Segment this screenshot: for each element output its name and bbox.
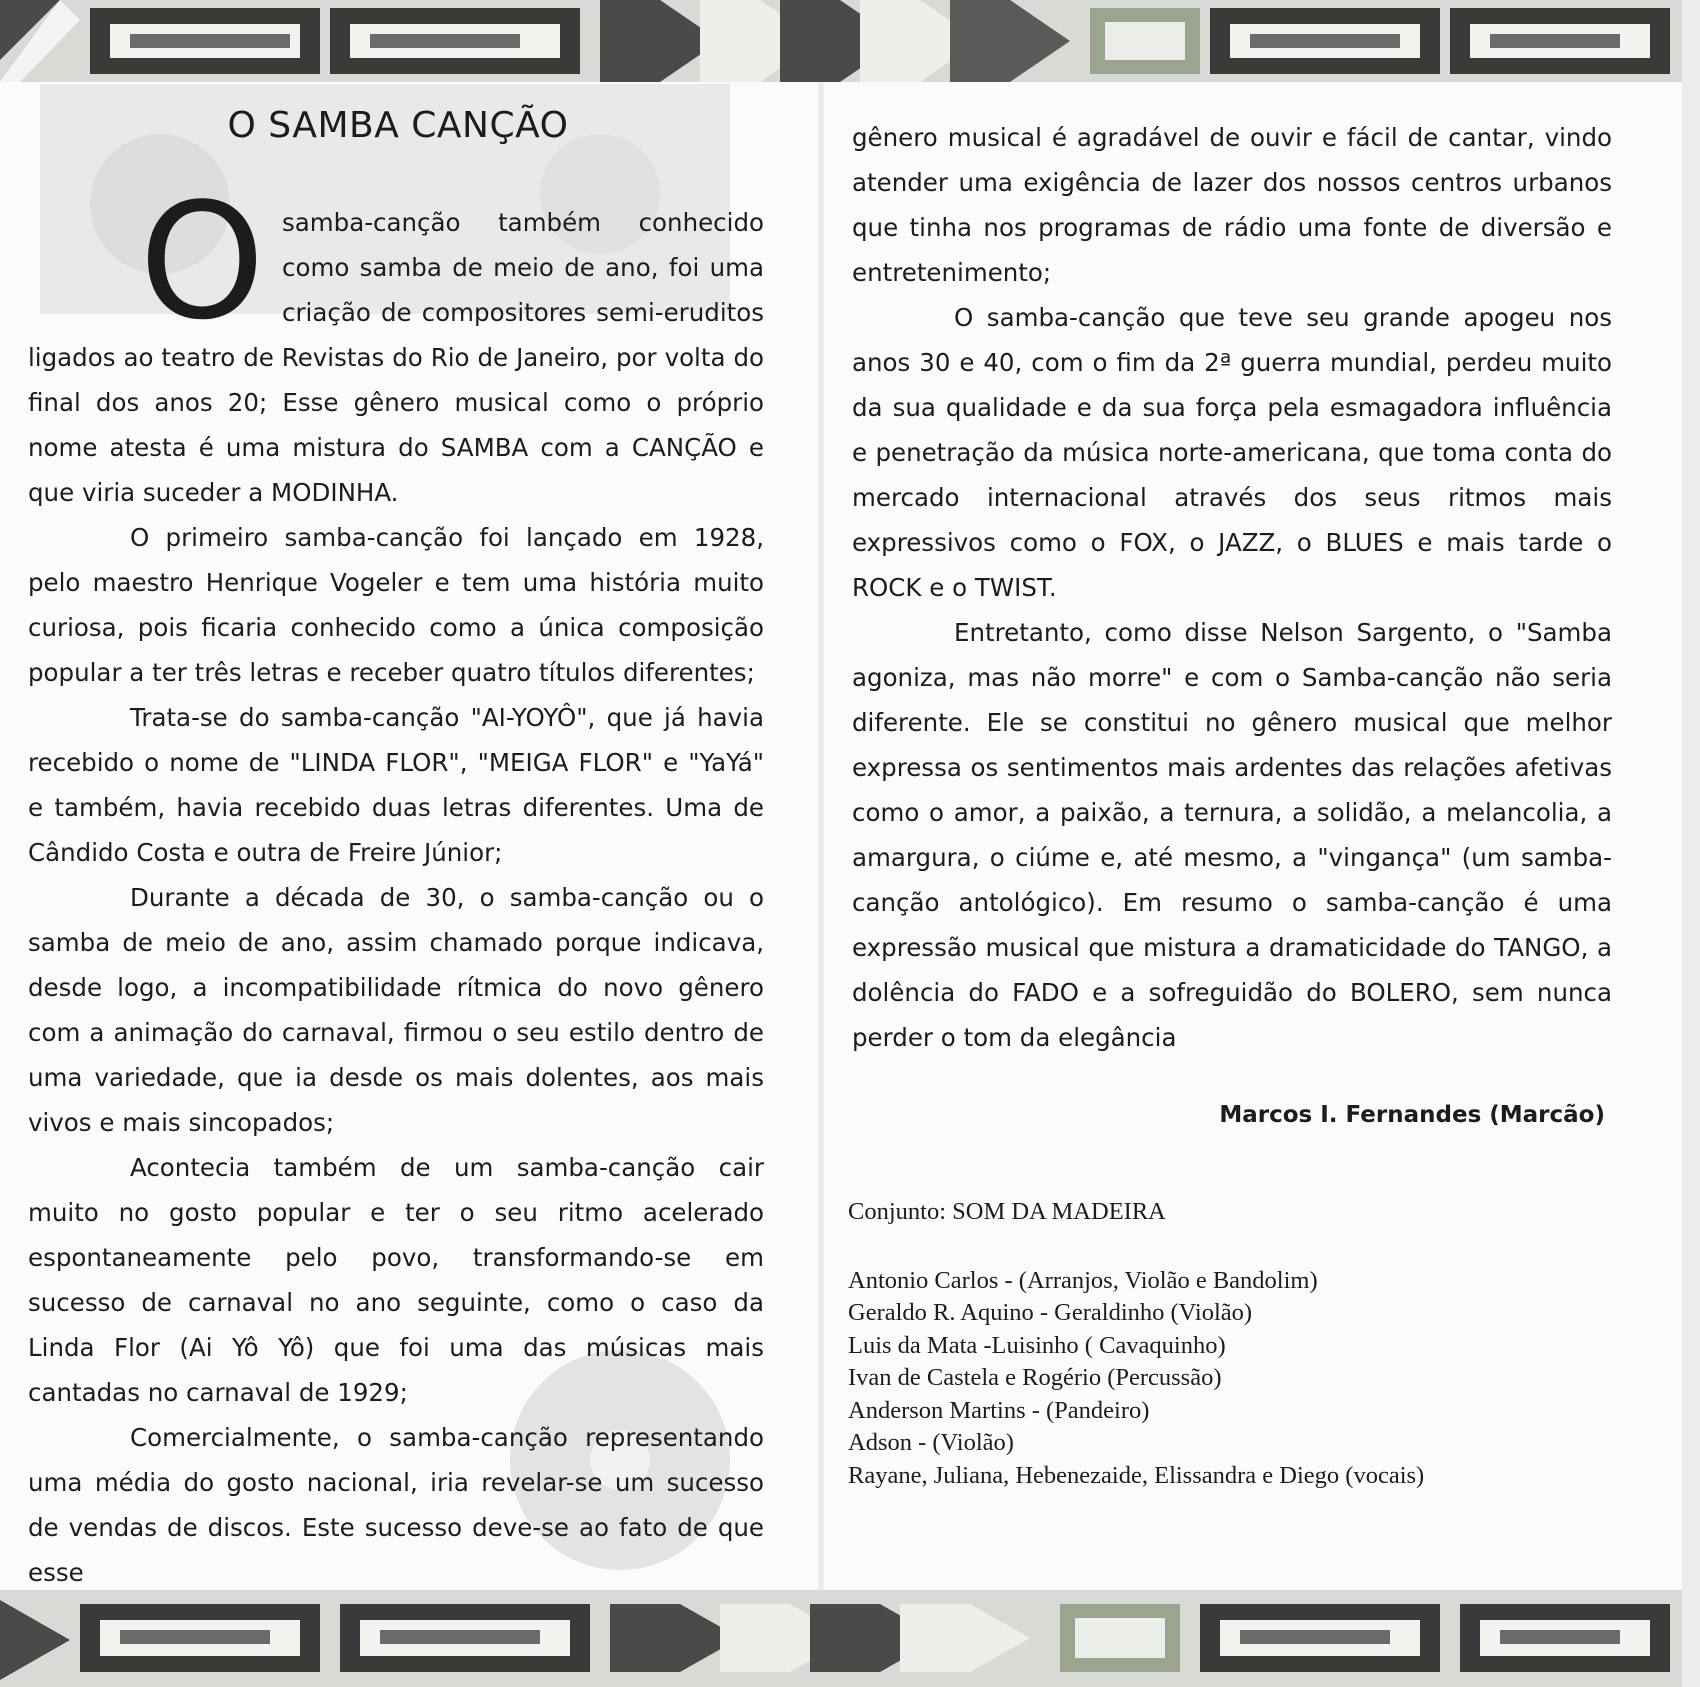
member-line: Adson - (Violão) [848,1429,1014,1456]
member-line: Anderson Martins - (Pandeiro) [848,1396,1150,1424]
article-paragraph-9: Entretanto, como disse Nelson Sargento, o "Samba agoniza, mas não morre" e com o Samba-canção não seria diferente. Ele se constitui no gênero musical que melhor expressa os sentimentos mais ardentes das relações afetivas como o amor, a paixão, a ternura, a solidão, a melancolia, a amargura, o ciúme e, até mesmo, a "vingança" (um samba-canção antológico). Em resumo o samba-canção é uma expressão musical que mistura a dramaticidade do TANGO, a dolência do FADO e a sofreguidão do BOLERO, sem nunca perder o tom da elegância [852,618,1612,1052]
article-paragraph-7: gênero musical é agradável de ouvir e fácil de cantar, vindo atender uma exigência de lazer dos nossos centros urbanos que tinha nos programas de rádio uma fonte de diversão e entretenimento; [852,123,1612,287]
page-edge [1682,0,1700,1687]
article-paragraph-2: O primeiro samba-canção foi lançado em 1928, pelo maestro Henrique Vogeler e tem uma história muito curiosa, pois ficaria conhecido como a única composição popular a ter três letras e receber quatro títulos diferentes; [28,523,764,687]
article-paragraph-3: Trata-se do samba-canção "AI-YOYÔ", que já havia recebido o nome de "LINDA FLOR", "MEIGA FLOR" e "YaYá" e também, havia recebido duas letras diferentes. Uma de Cândido Costa e outra de Freire Júnior; [28,703,764,867]
article-paragraph-5: Acontecia também de um samba-canção cair muito no gosto popular e ter o seu ritmo acelerado espontaneamente pelo povo, transformando-se em sucesso de carnaval no ano seguinte, como o caso da Linda Flor (Ai Yô Yô) que foi uma das músicas mais cantadas no carnaval de 1929; [28,1153,764,1407]
top-decorative-border [0,0,1700,82]
member-line: Rayane, Juliana, Hebenezaide, Elissandra e Diego (vocais) [848,1461,1425,1489]
member-line: Geraldo R. Aquino - Geraldinho (Violão) [848,1299,1253,1326]
paragraph-text: samba-canção também conhecido como samba de meio de ano, foi uma criação de compositores semi-eruditos ligados ao teatro de Revistas do Rio de Janeiro, por volta do final dos anos 20; Esse gênero musical como o próprio nome atesta é uma mistura do SAMBA com a CANÇÃO e que viria suceder a MODINHA. [28,208,764,507]
bottom-decorative-border [0,1590,1700,1687]
article-paragraph-1 [28,168,764,515]
ensemble-credits [848,1196,1638,1492]
right-column-body [852,115,1612,1060]
ensemble-title: Conjunto: SOM DA MADEIRA [848,1198,1166,1225]
left-column-body [28,515,764,1595]
drop-cap: O [139,168,265,355]
article-paragraph-6: Comercialmente, o samba-canção representando uma média do gosto nacional, iria revelar-se um sucesso de vendas de discos. Este sucesso deve-se ao fato de que esse [28,1423,764,1587]
article-title: O SAMBA CANÇÃO [227,105,569,146]
member-line: Antonio Carlos - (Arranjos, Violão e Bandolim) [848,1266,1318,1294]
article-paragraph-4: Durante a década de 30, o samba-canção ou o samba de meio de ano, assim chamado porque indicava, desde logo, a incompatibilidade rítmica do novo gênero com a animação do carnaval, firmou o seu estilo dentro de uma variedade, que ia desde os mais dolentes, aos mais vivos e mais sincopados; [28,883,764,1137]
article-paragraph-8: O samba-canção que teve seu grande apogeu nos anos 30 e 40, com o fim da 2ª guerra mundial, perdeu muito da sua qualidade e da sua força pela esmagadora influência e penetração da música norte-americana, que toma conta do mercado internacional através dos seus ritmos mais expressivos como o FOX, o JAZZ, o BLUES e mais tarde o ROCK e o TWIST. [852,303,1612,602]
center-fold [818,82,824,1590]
member-line: Ivan de Castela e Rogério (Percussão) [848,1364,1222,1391]
author-signature: Marcos I. Fernandes (Marcão) [1219,1102,1605,1128]
member-line: Luis da Mata -Luisinho ( Cavaquinho) [848,1331,1226,1359]
